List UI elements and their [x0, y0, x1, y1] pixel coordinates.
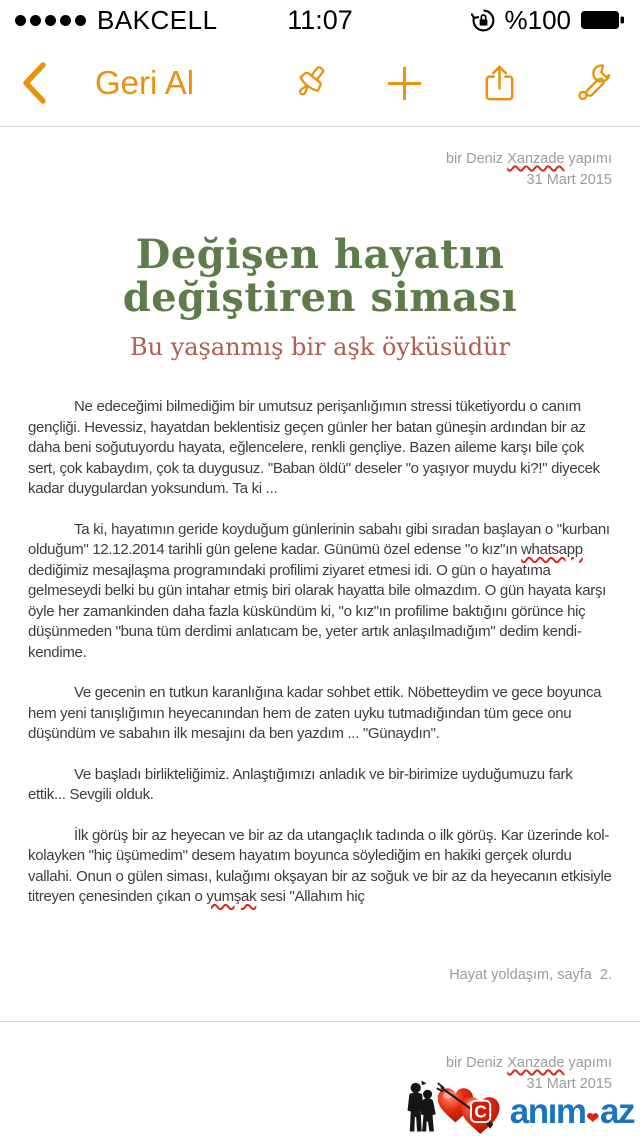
share-icon[interactable] — [478, 62, 521, 105]
brand-name: anım — [509, 1092, 586, 1131]
date-label: 31 Mart 2015 — [526, 172, 612, 188]
back-button[interactable] — [20, 61, 47, 105]
document-page-1 — [0, 127, 640, 1022]
byline: bir Deniz Xanzade yapımı — [445, 151, 612, 167]
pages-toolbar — [0, 40, 640, 126]
document-body — [28, 397, 612, 967]
brand-wordmark — [510, 1094, 634, 1129]
misspelled-word: yumşak — [206, 888, 257, 906]
status-bar — [0, 0, 640, 40]
tools-wrench-icon[interactable] — [573, 62, 616, 105]
paragraph[interactable]: Ve gecenin en tutkun karanlığına kadar sohbet ettik. Nöbetteydim ve gece boyunca hem yeni tanışlığımın heyecanından hem de zaten uyku tutmadığından tüm gece onu düşündüm ve sabahın ilk mesajını da ben yazdım ... "Günaydın". — [28, 684, 602, 743]
page-header[interactable] — [28, 149, 612, 191]
heart-dot-icon: ❤ — [586, 1110, 600, 1127]
paragraph[interactable]: Ne edeceğimi bilmediğim bir umutsuz perişanlığımın stressi tüketiyordu o canım gençliği. Hevessiz, hayatdan beklentisiz geçen günler her batan güneşin ardından bir az daha beni soğutuyordu hayata, eğlencelere, renkli gençliye. Bazen aileme karşı bile çok sert, çok kabaydım, çok ta duygusuz. "Baban öldü" deseler "o yaşıyor muydu ki?!" diyecek kadar duygulardan yoksundum. Ta ki ... — [28, 398, 600, 498]
document-subtitle[interactable]: Bu yaşanmış bir aşk öyküsüdür — [129, 333, 511, 362]
misspelled-word: Xanzade — [507, 151, 565, 167]
chevron-left-icon — [20, 61, 47, 105]
carrier-label: BAKCELL — [97, 4, 218, 35]
hearts-arrow-icon — [434, 1081, 508, 1135]
page-footer[interactable]: Hayat yoldaşım, sayfa 2. — [449, 967, 612, 983]
time-label: 11:07 — [287, 4, 353, 35]
misspelled-word: whatsapp — [521, 541, 583, 559]
date-label: 31 Mart 2015 — [526, 1076, 612, 1092]
undo-button[interactable]: Geri Al — [95, 64, 195, 101]
byline: bir Deniz Xanzade yapımı — [445, 1055, 612, 1071]
paragraph[interactable]: İlk görüş bir az heyecan ve bir az da utangaçlık tadında o ilk görüş. Kar üzerinde kol-kolayken "hiç üşümedim" desem hayatım boyunca söylediğim en hakiki gerçek olurdu vallahi. Onun o gülen siması, kulağımı okşayan bir az soğuk ve bir az da heyecanın etkisiyle titreyen çenesinden çıkan o yumşak sesi "Allahım hiç — [28, 826, 612, 906]
document-title[interactable]: Değişen hayatın değiştiren siması — [122, 231, 518, 322]
format-brush-icon[interactable] — [288, 62, 331, 105]
canim-az-watermark-logo — [403, 1079, 634, 1135]
add-icon[interactable] — [383, 62, 426, 105]
paragraph[interactable]: Ta ki, hayatımın geride koyduğum günlerinin sabahı gibi sıradan başlayan o "kurbanı olduğum" 12.12.2014 tarihli gün gelene kadar. Günümü özel edense "o kız"ın whatsapp dediğimiz mesajlaşma programındaki profilimi ziyaret etmesi idi. O gün o hayatıma gelmeseydi belki bu gün intahar etmiş biri olarak hayatta bile olmazdım. O gün hayata karşı öyle her zamankinden daha fazla küskündüm ki, "o kız"ın profilime baktığını görünce hiç düşünmeden "buna tüm derdimi anlatıcam be, yeter artık anlaşılmadığım" dedim kendi-kendime. — [28, 520, 610, 661]
battery-percent-label: %100 — [504, 4, 571, 35]
brand-letter: C — [474, 1101, 487, 1122]
brand-tld: az — [600, 1092, 634, 1131]
couple-silhouette-icon — [403, 1079, 443, 1135]
paragraph[interactable]: Ve başladı birlikteliğimiz. Anlaştığımızı anladık ve bir-birimize uyduğumuzu fark ettik... Sevgili olduk. — [28, 765, 573, 804]
misspelled-word: Xanzade — [507, 1055, 565, 1071]
